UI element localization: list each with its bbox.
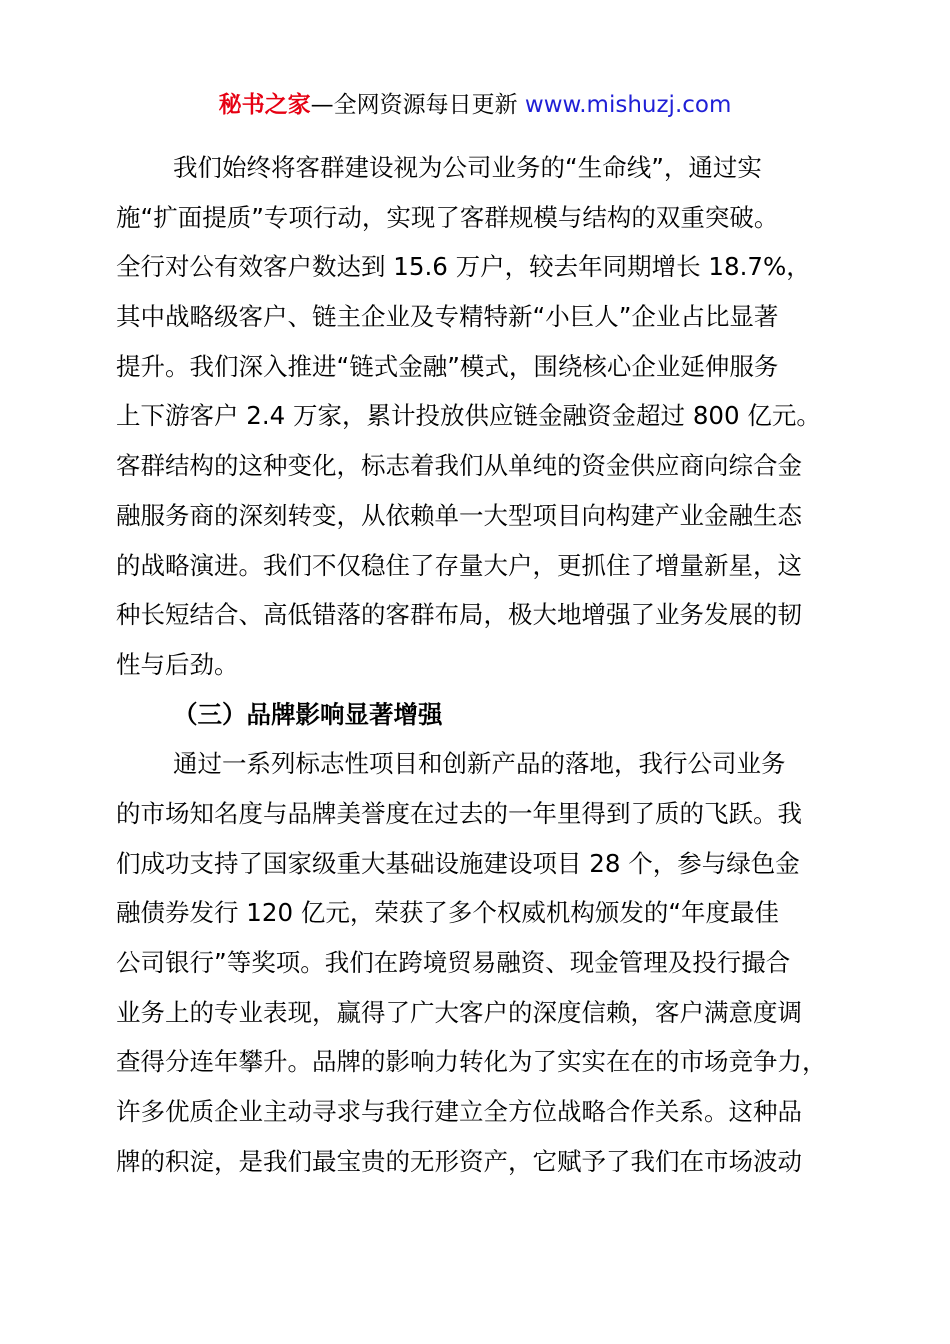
site-brand: 秘书之家 [218, 92, 311, 118]
site-url-link[interactable]: www.mishuzj.com [524, 92, 732, 118]
text-line: 性与后劲。 [116, 649, 239, 679]
text-line: 业务上的专业表现，赢得了广大客户的深度信赖，客户满意度调 [116, 997, 802, 1027]
section-heading: （三）品牌影响显著增强 [173, 699, 443, 729]
text-line: 种长短结合、高低错落的客群布局，极大地增强了业务发展的韧 [116, 600, 802, 630]
document-body [116, 143, 836, 1186]
text-line: 我们始终将客群建设视为公司业务的“生命线”，通过实 [173, 153, 762, 182]
text-line: 客群结构的这种变化，标志着我们从单纯的资金供应商向综合金 [116, 451, 802, 481]
text-line: 融债券发行 120 亿元，荣获了多个权威机构颁发的“年度最佳 [116, 898, 780, 928]
text-line: 牌的积淀，是我们最宝贵的无形资产，它赋予了我们在市场波动 [116, 1146, 802, 1176]
text-line: 的战略演进。我们不仅稳住了存量大户，更抓住了增量新星，这 [116, 550, 802, 580]
text-line: 全行对公有效客户数达到 15.6 万户，较去年同期增长 18.7%， [116, 252, 811, 282]
text-line: 上下游客户 2.4 万家，累计投放供应链金融资金超过 800 亿元。 [116, 401, 821, 431]
text-line: 提升。我们深入推进“链式金融”模式，围绕核心企业延伸服务 [116, 351, 779, 381]
text-line: 施“扩面提质”专项行动，实现了客群规模与结构的双重突破。 [116, 202, 779, 232]
text-line: 其中战略级客户、链主企业及专精特新“小巨人”企业占比显著 [116, 302, 779, 332]
text-line: 查得分连年攀升。品牌的影响力转化为了实实在在的市场竞争力， [116, 1047, 827, 1077]
text-line: 公司银行”等奖项。我们在跨境贸易融资、现金管理及投行撮合 [116, 948, 791, 977]
text-line: 的市场知名度与品牌美誉度在过去的一年里得到了质的飞跃。我 [116, 798, 802, 828]
page-header [0, 88, 950, 122]
text-line: 融服务商的深刻转变，从依赖单一大型项目向构建产业金融生态 [116, 500, 802, 530]
site-tagline: —全网资源每日更新 [310, 92, 525, 118]
text-line: 们成功支持了国家级重大基础设施建设项目 28 个，参与绿色金 [116, 848, 800, 878]
text-line: 许多优质企业主动寻求与我行建立全方位战略合作关系。这种品 [116, 1097, 802, 1127]
text-line: 通过一系列标志性项目和创新产品的落地，我行公司业务 [173, 749, 786, 779]
